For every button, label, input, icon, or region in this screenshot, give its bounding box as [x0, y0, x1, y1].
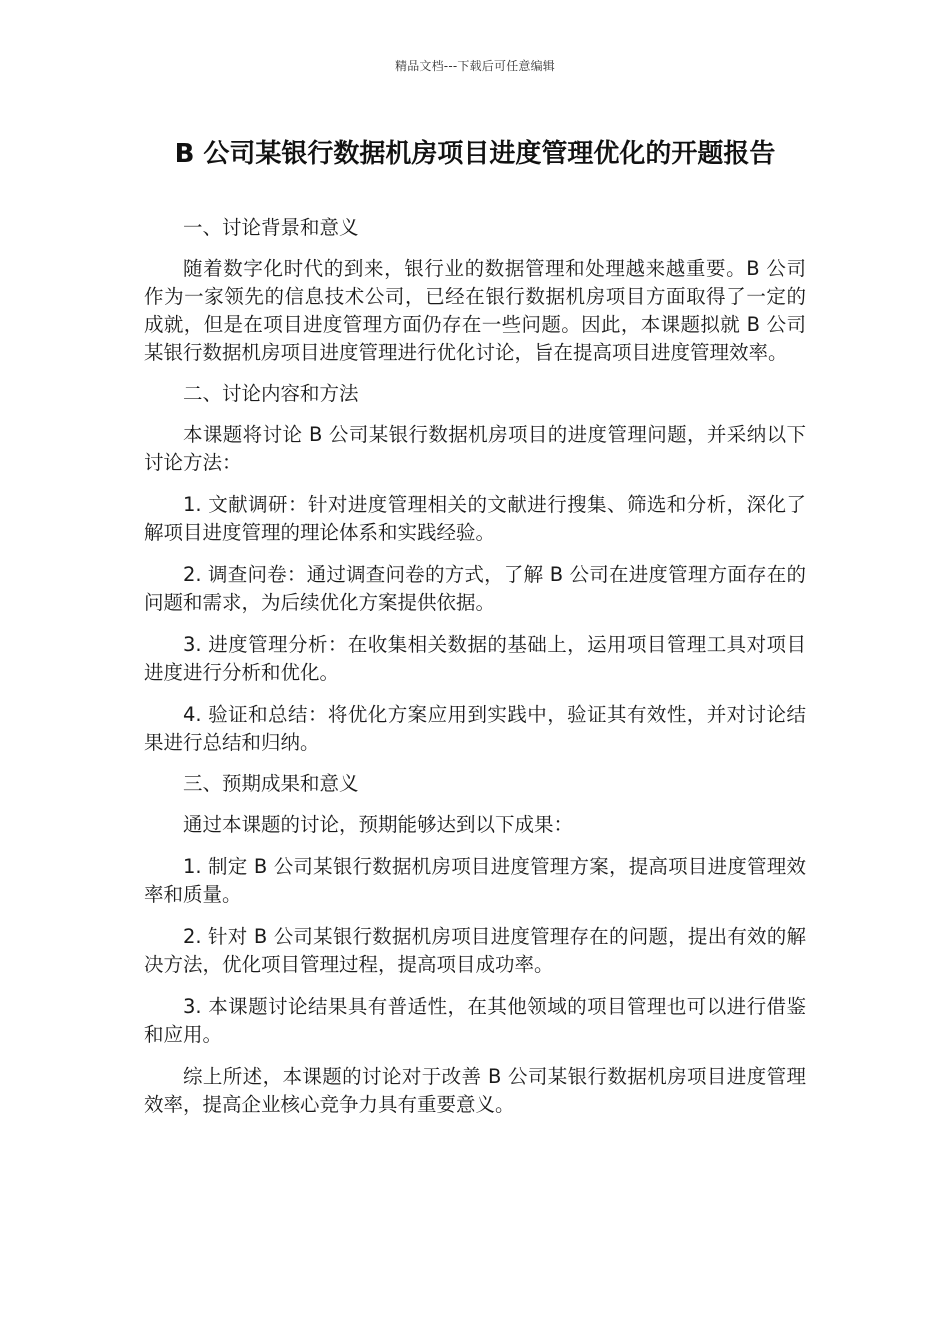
paragraph-results-intro: 通过本课题的讨论，预期能够达到以下成果： — [183, 813, 574, 836]
header-note: 精品文档---下载后可任意编辑 — [395, 59, 555, 73]
list-item-method-3: 3. 进度管理分析：在收集相关数据的基础上，运用项目管理工具对项目进度进行分析和优化。 — [144, 633, 806, 684]
document-body — [144, 214, 806, 1119]
list-item-method-2: 2. 调查问卷：通过调查问卷的方式，了解 B 公司在进度管理方面存在的问题和需求，为后续优化方案提供依据。 — [144, 563, 806, 614]
list-item-result-1: 1. 制定 B 公司某银行数据机房项目进度管理方案，提高项目进度管理效率和质量。 — [144, 855, 806, 906]
list-item-method-4: 4. 验证和总结：将优化方案应用到实践中，验证其有效性，并对讨论结果进行总结和归纳。 — [144, 703, 806, 754]
paragraph-methods-intro: 本课题将讨论 B 公司某银行数据机房项目的进度管理问题，并采纳以下讨论方法： — [144, 423, 806, 474]
section-heading-content-methods: 二、讨论内容和方法 — [183, 382, 359, 405]
paragraph-conclusion: 综上所述，本课题的讨论对于改善 B 公司某银行数据机房项目进度管理效率，提高企业核心竞争力具有重要意义。 — [144, 1065, 806, 1116]
section-heading-background: 一、讨论背景和意义 — [183, 216, 359, 239]
list-item-method-1: 1. 文献调研：针对进度管理相关的文献进行搜集、筛选和分析，深化了解项目进度管理的理论体系和实践经验。 — [144, 493, 806, 544]
section-heading-expected-results: 三、预期成果和意义 — [183, 772, 359, 795]
list-item-result-3: 3. 本课题讨论结果具有普适性，在其他领域的项目管理也可以进行借鉴和应用。 — [144, 995, 806, 1046]
list-item-result-2: 2. 针对 B 公司某银行数据机房项目进度管理存在的问题，提出有效的解决方法，优化项目管理过程，提高项目成功率。 — [144, 925, 806, 976]
document-title: B 公司某银行数据机房项目进度管理优化的开题报告 — [174, 139, 776, 169]
paragraph-background: 随着数字化时代的到来，银行业的数据管理和处理越来越重要。B 公司作为一家领先的信息技术公司，已经在银行数据机房项目方面取得了一定的成就，但是在项目进度管理方面仍存在一些问题。因此，本课题拟就 B 公司某银行数据机房项目进度管理进行优化讨论，旨在提高项目进度管理效率。 — [144, 257, 806, 364]
